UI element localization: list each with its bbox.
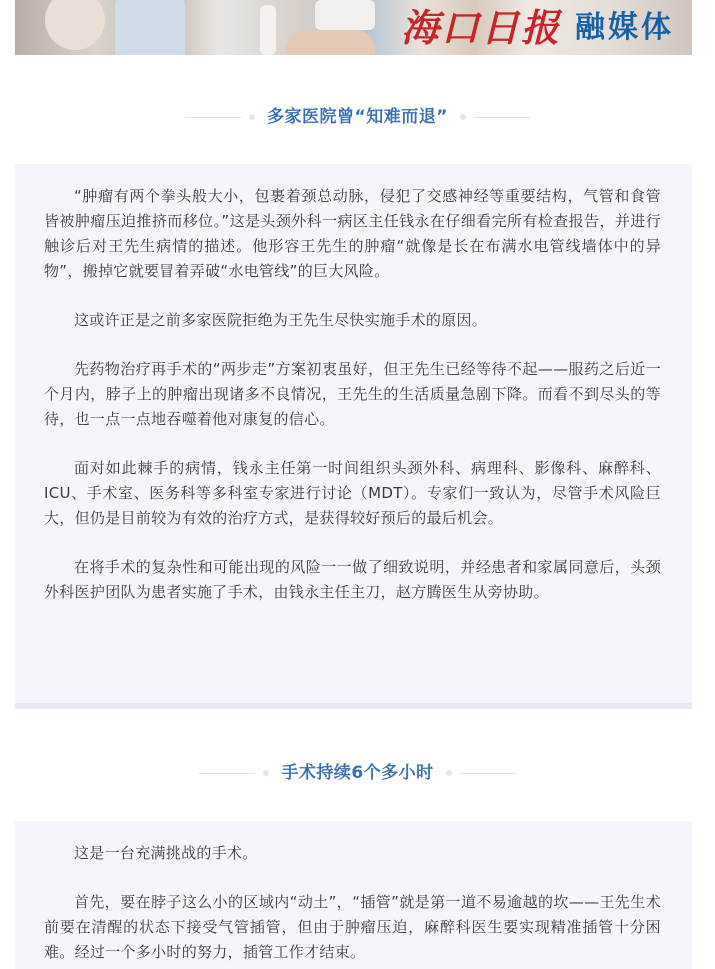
photo-figure bbox=[260, 5, 276, 55]
heading-dot-icon bbox=[460, 114, 466, 120]
heading-divider-line bbox=[199, 773, 255, 774]
photo-figure bbox=[315, 0, 375, 30]
heading-dot-icon bbox=[263, 770, 269, 776]
section-title: 多家医院曾“知难而退” bbox=[263, 104, 452, 130]
section-title: 手术持续6个多小时 bbox=[277, 760, 437, 786]
photo-figure bbox=[285, 30, 375, 55]
heading-divider-line bbox=[460, 773, 516, 774]
heading-divider-line bbox=[185, 117, 241, 118]
media-watermark bbox=[401, 4, 674, 52]
article-paragraph: 首先，要在脖子这么小的区域内“动土”，“插管”就是第一道不易逾越的坎——王先生术前要在清醒的状态下接受气管插管，但由于肿瘤压迫，麻醉科医生要实现精准插管十分困难。经过一个多小时的努力，插管工作才结束。 bbox=[44, 893, 661, 961]
photo-figure bbox=[115, 0, 185, 55]
watermark-calligraphy-logo: 海口日报 bbox=[400, 5, 561, 50]
article-paragraph: 面对如此棘手的病情，钱永主任第一时间组织头颈外科、病理科、影像科、麻醉科、ICU、手术室、医务科等多科室专家进行讨论（MDT）。专家们一致认为，尽管手术风险巨大，但仍是目前较为有效的治疗方式，是获得较好预后的最后机会。 bbox=[44, 459, 661, 527]
heading-dot-icon bbox=[446, 770, 452, 776]
article-paragraph: “肿瘤有两个拳头般大小，包裹着颈总动脉，侵犯了交感神经等重要结构，气管和食管皆被肿瘤压迫推挤而移位。”这是头颈外科一病区主任钱永在仔细看完所有检查报告，并进行触诊后对王先生病情的描述。他形容王先生的肿瘤“就像是长在布满水电管线墙体中的异物”，搬掉它就要冒着弄破“水电管线”的巨大风险。 bbox=[44, 187, 661, 280]
photo-figure bbox=[45, 0, 105, 50]
article-text-block bbox=[15, 164, 692, 709]
section-heading bbox=[0, 97, 715, 137]
heading-divider-line bbox=[474, 117, 530, 118]
header-photo bbox=[15, 0, 692, 55]
article-paragraph: 这或许正是之前多家医院拒绝为王先生尽快实施手术的原因。 bbox=[74, 311, 488, 329]
article-paragraph: 先药物治疗再手术的“两步走”方案初衷虽好，但王先生已经等待不起——服药之后近一个月内，脖子上的肿瘤出现诸多不良情况，王先生的生活质量急剧下降。而看不到尽头的等待，也一点一点地吞噬着他对康复的信心。 bbox=[44, 360, 661, 428]
article-paragraph: 在将手术的复杂性和可能出现的风险一一做了细致说明，并经患者和家属同意后，头颈外科医护团队为患者实施了手术，由钱永主任主刀，赵方腾医生从旁协助。 bbox=[44, 558, 661, 601]
section-heading bbox=[0, 753, 715, 793]
heading-dot-icon bbox=[249, 114, 255, 120]
article-text-block bbox=[15, 821, 692, 969]
watermark-brand: 融媒体 bbox=[575, 10, 674, 45]
article-paragraph: 这是一台充满挑战的手术。 bbox=[74, 844, 258, 862]
